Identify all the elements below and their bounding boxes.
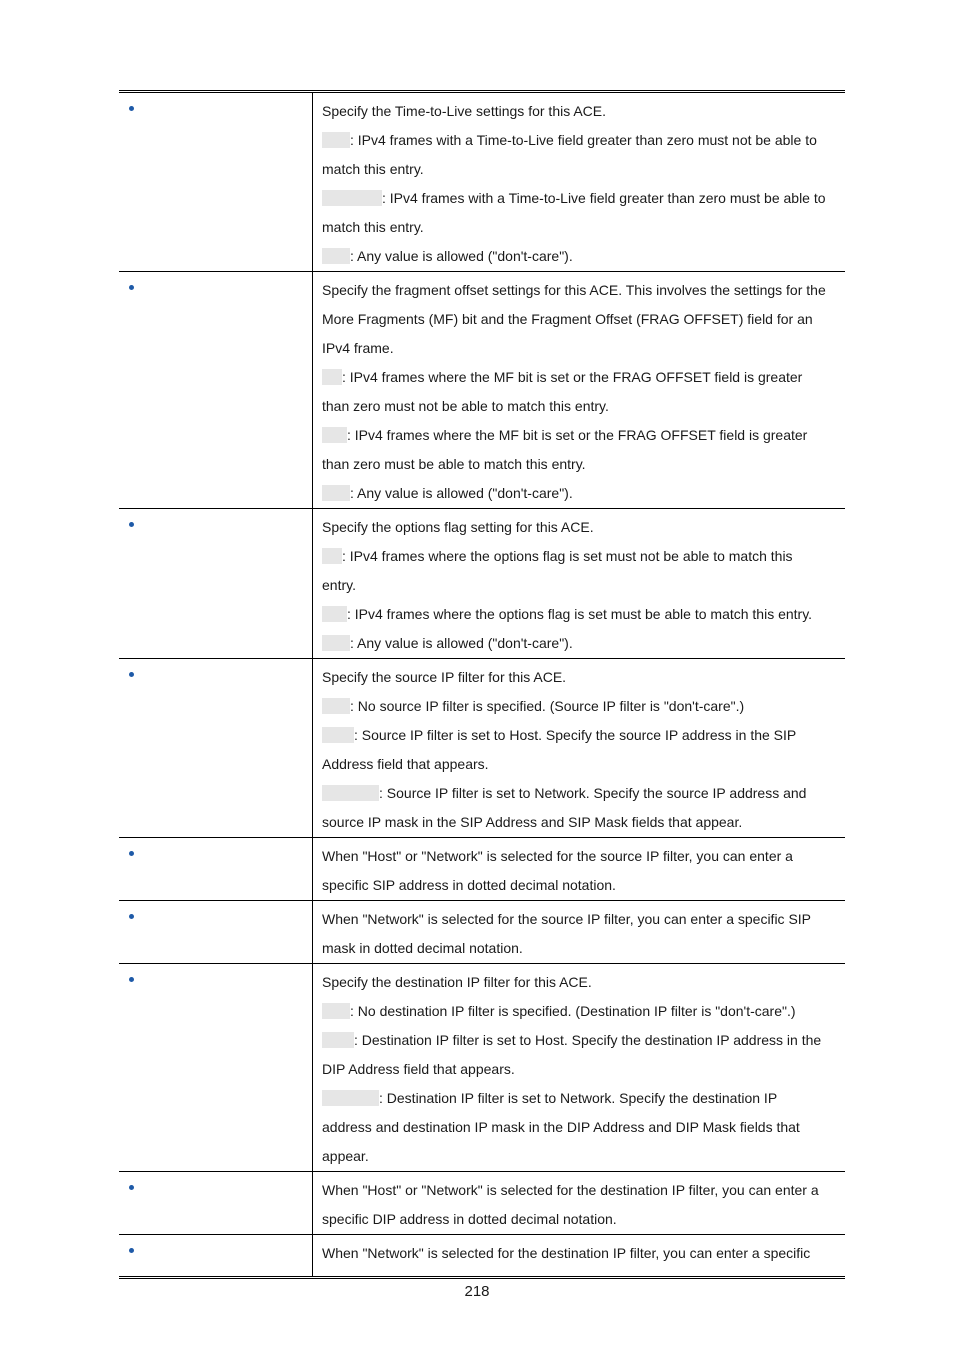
description-line: mask in dotted decimal notation. — [322, 940, 523, 956]
table-row — [119, 1234, 845, 1276]
option-line — [322, 997, 837, 1026]
table-row — [119, 837, 845, 900]
bullet-icon — [129, 285, 134, 290]
bullet-icon — [129, 106, 134, 111]
option-text: : Source IP filter is set to Host. Specify the source IP address in the SIP — [354, 727, 797, 743]
description-line: match this entry. — [322, 219, 424, 235]
parameter-name-cell — [119, 1172, 313, 1234]
bullet-icon — [129, 914, 134, 919]
option-label — [322, 727, 354, 743]
option-line — [322, 242, 837, 271]
description-line: IPv4 frame. — [322, 340, 394, 356]
option-text: : IPv4 frames with a Time-to-Live field greater than zero must be able to — [382, 190, 826, 206]
description-line: appear. — [322, 1148, 369, 1164]
option-label — [322, 785, 379, 801]
description-line: Specify the source IP filter for this ACE. — [322, 669, 567, 685]
option-label — [322, 1003, 350, 1019]
option-line — [322, 721, 837, 750]
option-text: : No source IP filter is specified. (Source IP filter is "don't-care".) — [350, 698, 745, 714]
bullet-icon — [129, 672, 134, 677]
option-line — [322, 600, 837, 629]
option-label — [322, 548, 342, 564]
option-line — [322, 126, 837, 155]
description-cell — [313, 272, 845, 508]
option-label — [322, 132, 350, 148]
description-line: Specify the fragment offset settings for this ACE. This involves the settings for the — [322, 282, 826, 298]
option-label — [322, 485, 350, 501]
option-text: : IPv4 frames where the MF bit is set or the FRAG OFFSET field is greater — [342, 369, 803, 385]
option-label — [322, 606, 347, 622]
option-text: : No destination IP filter is specified. (Destination IP filter is "don't-care".) — [350, 1003, 796, 1019]
description-cell — [313, 964, 845, 1171]
option-text: : IPv4 frames where the MF bit is set or the FRAG OFFSET field is greater — [347, 427, 808, 443]
option-text: : Destination IP filter is set to Host. Specify the destination IP address in the — [354, 1032, 822, 1048]
bullet-icon — [129, 977, 134, 982]
parameter-name-cell — [119, 272, 313, 508]
option-line — [322, 479, 837, 508]
description-cell — [313, 93, 845, 271]
option-label — [322, 1032, 354, 1048]
option-label — [322, 698, 350, 714]
option-text: : IPv4 frames where the options flag is set must be able to match this entry. — [347, 606, 813, 622]
option-line — [322, 629, 837, 658]
table-row — [119, 658, 845, 837]
description-line: Address field that appears. — [322, 756, 489, 772]
parameter-name-cell — [119, 838, 313, 900]
parameter-name-cell — [119, 93, 313, 271]
description-line: Specify the options flag setting for this ACE. — [322, 519, 594, 535]
description-line: Specify the Time-to-Live settings for this ACE. — [322, 103, 607, 119]
description-line: More Fragments (MF) bit and the Fragment Offset (FRAG OFFSET) field for an — [322, 311, 813, 327]
option-label — [322, 190, 382, 206]
parameter-name-cell — [119, 509, 313, 658]
description-line: When "Host" or "Network" is selected for the destination IP filter, you can enter a — [322, 1182, 819, 1198]
option-text: : Any value is allowed ("don't-care"). — [350, 248, 573, 264]
description-line: match this entry. — [322, 161, 424, 177]
option-text: : IPv4 frames where the options flag is set must not be able to match this — [342, 548, 793, 564]
option-line — [322, 421, 837, 450]
option-line — [322, 542, 837, 571]
option-label — [322, 369, 342, 385]
description-line: DIP Address field that appears. — [322, 1061, 515, 1077]
option-line — [322, 1026, 837, 1055]
description-cell — [313, 1172, 845, 1234]
table-row — [119, 508, 845, 658]
option-label — [322, 635, 350, 651]
page-number: 218 — [464, 1283, 490, 1300]
description-line: When "Network" is selected for the source IP filter, you can enter a specific SIP — [322, 911, 812, 927]
description-line: source IP mask in the SIP Address and SIP Mask fields that appear. — [322, 814, 743, 830]
option-text: : Source IP filter is set to Network. Specify the source IP address and — [379, 785, 807, 801]
description-cell — [313, 659, 845, 837]
table-row — [119, 900, 845, 963]
description-cell — [313, 838, 845, 900]
description-line: address and destination IP mask in the DIP Address and DIP Mask fields that — [322, 1119, 800, 1135]
option-label — [322, 1090, 379, 1106]
option-line — [322, 363, 837, 392]
option-line — [322, 692, 837, 721]
option-label — [322, 248, 350, 264]
description-line: Specify the destination IP filter for this ACE. — [322, 974, 592, 990]
bullet-icon — [129, 1185, 134, 1190]
description-line: than zero must not be able to match this entry. — [322, 398, 609, 414]
parameter-name-cell — [119, 901, 313, 963]
description-line: than zero must be able to match this entry. — [322, 456, 586, 472]
option-line — [322, 779, 837, 808]
bullet-icon — [129, 851, 134, 856]
option-text: : Any value is allowed ("don't-care"). — [350, 635, 573, 651]
option-text: : Any value is allowed ("don't-care"). — [350, 485, 573, 501]
parameter-name-cell — [119, 659, 313, 837]
bullet-icon — [129, 522, 134, 527]
table-row — [119, 1171, 845, 1234]
table-row — [119, 963, 845, 1171]
parameter-name-cell — [119, 964, 313, 1171]
parameter-table — [119, 90, 845, 1279]
option-text: : IPv4 frames with a Time-to-Live field greater than zero must not be able to — [350, 132, 817, 148]
option-label — [322, 427, 347, 443]
description-cell — [313, 509, 845, 658]
table-row — [119, 93, 845, 271]
option-line — [322, 1084, 837, 1113]
description-line: When "Network" is selected for the destination IP filter, you can enter a specific — [322, 1245, 811, 1261]
description-line: When "Host" or "Network" is selected for the source IP filter, you can enter a — [322, 848, 793, 864]
option-line — [322, 184, 837, 213]
bullet-icon — [129, 1248, 134, 1253]
option-text: : Destination IP filter is set to Network. Specify the destination IP — [379, 1090, 778, 1106]
description-cell — [313, 901, 845, 963]
description-line: specific SIP address in dotted decimal notation. — [322, 877, 616, 893]
description-line: specific DIP address in dotted decimal notation. — [322, 1211, 617, 1227]
description-line: entry. — [322, 577, 356, 593]
description-cell — [313, 1235, 845, 1276]
table-row — [119, 271, 845, 508]
parameter-name-cell — [119, 1235, 313, 1276]
